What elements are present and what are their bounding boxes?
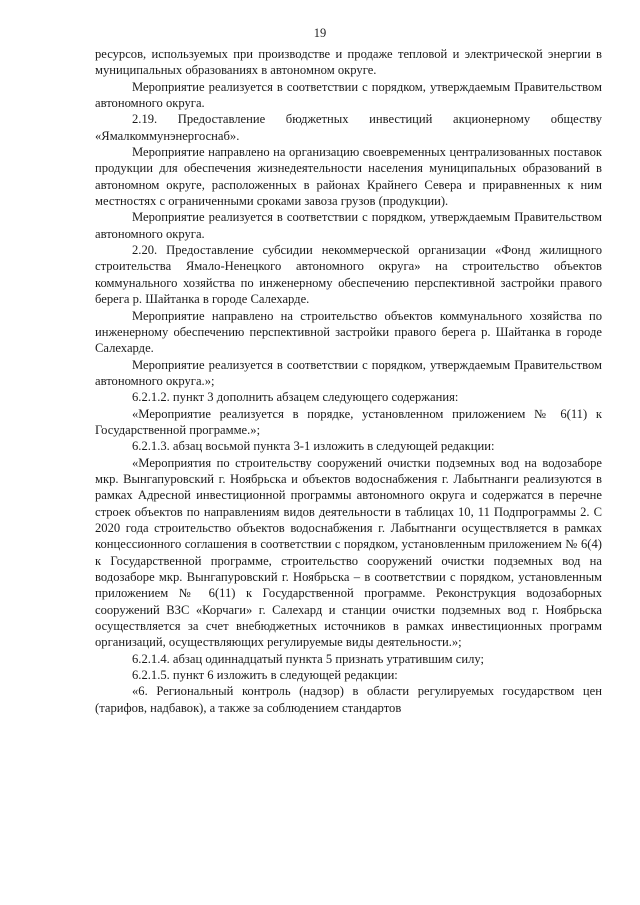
- paragraph-item-2-20: 2.20. Предоставление субсидии некоммерческой организации «Фонд жилищного строительства Ямало-Ненецкого автономного округа» на строительство объектов коммунального хозяйства по инженерному обеспечению перспективной застройки правого берега р. Шайтанка в городе Салехарде.: [95, 243, 602, 307]
- paragraph-item-6-2-1-2: 6.2.1.2. пункт 3 дополнить абзацем следующего содержания:: [132, 390, 459, 405]
- document-body: [95, 46, 602, 716]
- paragraph: Мероприятие реализуется в соответствии с порядком, утверждаемым Правительством автономного округа.: [95, 79, 602, 111]
- paragraph: Мероприятие направлено на организацию своевременных централизованных поставок продукции для обеспечения жизнедеятельности населения муниципальных образований в автономном округе, расположенных в районах Крайнего Севера и приравненных к ним местностях с ограниченными сроками завоза грузов (продукции).: [95, 145, 602, 209]
- paragraph: «6. Региональный контроль (надзор) в области регулируемых государством цен (тарифов, надбавок), а также за соблюдением стандартов: [95, 684, 602, 715]
- paragraph: Мероприятие направлено на строительство объектов коммунального хозяйства по инженерному обеспечению перспективной застройки правого берега р. Шайтанка в городе Салехарде.: [95, 308, 602, 356]
- paragraph: Мероприятие реализуется в соответствии с порядком, утверждаемым Правительством автономного округа.»;: [95, 357, 602, 388]
- page-number: 19: [313, 26, 327, 40]
- paragraph: «Мероприятия по строительству сооружений очистки подземных вод на водозаборе мкр. Вынгапуровский г. Ноябрьска и объектов водоснабжения г. Лабытнанги реализуются в рамках Адресной инвестиционной программы автономного округа и содержатся в перечне строек объектов по направлениям видов деятельности в таблицах 10, 11 Подпрограммы 2. С 2020 года строительство объектов водоснабжения г. Лабытнанги осуществляется в рамках концессионного соглашения в соответствии с порядком, установленным приложением № 6(4) к Государственной программе, строительство сооружений очистки подземных вод на водозаборе мкр. Вынгапуровский г. Ноябрьска – в соответствии с порядком, установленным приложением № 6(11) к Государственной программе. Реконструкция водозаборных сооружений ВЗС «Корчаги» г. Салехард и станции очистки подземных вод г. Ноябрьска осуществляется за счет внебюджетных источников в рамках инвестиционных программ организаций, осуществляющих регулируемые виды деятельности.»;: [95, 455, 602, 650]
- paragraph: «Мероприятие реализуется в порядке, установленном приложением № 6(11) к Государственной программе.»;: [95, 406, 602, 437]
- paragraph: Мероприятие реализуется в соответствии с порядком, утверждаемым Правительством автономного округа.: [95, 210, 602, 241]
- paragraph-continuation: ресурсов, используемых при производстве и продаже тепловой и электрической энергии в муниципальных образованиях в автономном округе.: [95, 47, 602, 78]
- paragraph-item-6-2-1-5: 6.2.1.5. пункт 6 изложить в следующей редакции:: [132, 668, 398, 683]
- paragraph-item-2-19: 2.19. Предоставление бюджетных инвестиций акционерному обществу «Ямалкоммунэнергоснаб».: [95, 112, 602, 143]
- paragraph-item-6-2-1-3: 6.2.1.3. абзац восьмой пункта 3-1 изложить в следующей редакции:: [132, 439, 495, 454]
- paragraph-item-6-2-1-4: 6.2.1.4. абзац одиннадцатый пункта 5 признать утратившим силу;: [132, 651, 485, 666]
